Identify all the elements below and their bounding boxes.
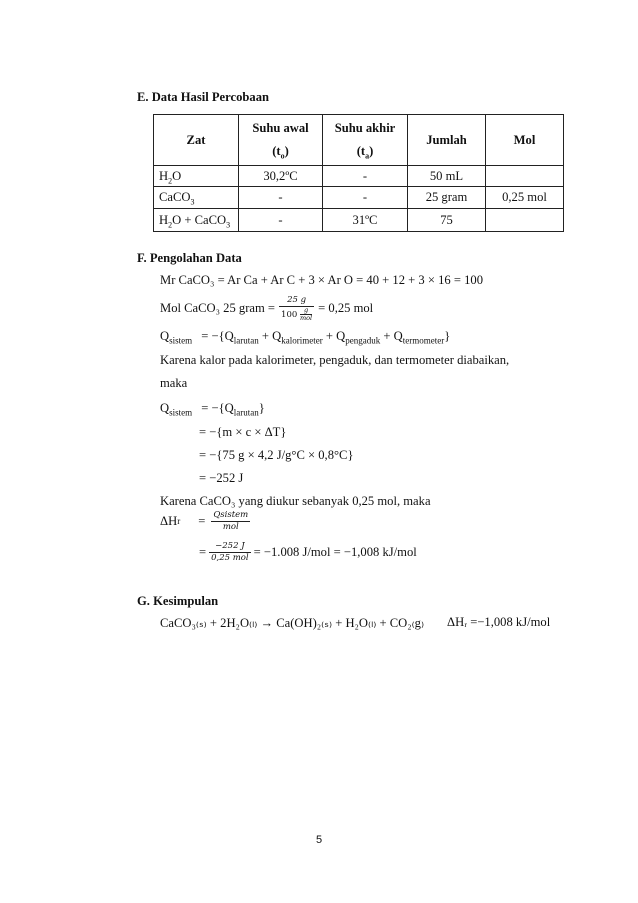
q-term-larutan: larutan (233, 335, 259, 346)
cell-suhu-awal: 30,2ºC (239, 166, 323, 187)
header-suhu-awal-symbol: (t (272, 144, 281, 158)
mol-den-value: 100 (281, 309, 298, 320)
header-suhu-awal-label: Suhu awal (252, 121, 309, 135)
table-row (154, 209, 564, 232)
section-g-heading: G. Kesimpulan (137, 594, 219, 608)
karena-paragraph-line2: maka (160, 376, 188, 390)
cell-zat (154, 209, 239, 232)
header-suhu-awal-close: ) (284, 144, 289, 158)
cell-jumlah: 75 (408, 209, 486, 232)
q-plus: + Q (380, 329, 403, 343)
mol-fraction-numerator: 25 g (279, 295, 314, 307)
mol-prefix: Mol CaCO₃ 25 gram = (160, 300, 276, 315)
karena-paragraph-line1: Karena kalor pada kalorimeter, pengaduk, dan termometer diabaikan, (160, 353, 510, 367)
q-plus: + Q (322, 329, 346, 343)
header-suhu-akhir-symbol: (t (356, 144, 366, 158)
cell-mol: 0,25 mol (486, 187, 564, 209)
section-e-heading: E. Data Hasil Percobaan (137, 90, 270, 104)
mol-den-unit-num: g (300, 307, 312, 315)
q-sub: sistem (169, 407, 193, 418)
delta-h-fraction (211, 510, 250, 533)
cell-zat-text: H (159, 168, 169, 183)
header-suhu-awal (239, 115, 323, 166)
q-plus: + Q (258, 329, 282, 343)
delta-h-equation: ΔH r = $\frac{\text{Qsistem}}{\text{mol}}$ (160, 509, 249, 532)
cell-jumlah: 50 mL (408, 166, 486, 187)
page-number: 5 (316, 834, 323, 846)
karena-mol-line: Karena CaCO₃ yang diukur sebanyak 0,25 mol, maka (160, 494, 431, 508)
q-system-larutan (160, 401, 265, 416)
mr-calculation: Mr CaCO₃ = Ar Ca + Ar C + 3 × Ar O = 40 + 12 + 3 × 16 = 100 (160, 273, 483, 287)
mol-fraction (279, 295, 314, 322)
header-suhu-akhir-close: ) (369, 144, 374, 158)
delta-h-result (199, 537, 417, 567)
step-1: = −{m × c × ΔT} (199, 425, 287, 439)
cell-jumlah: 25 gram (408, 187, 486, 209)
mol-calculation (160, 291, 373, 325)
q-term-termometer: termometer (402, 335, 445, 346)
cell-suhu-awal: - (239, 209, 323, 232)
cell-zat-sub: 2 (168, 176, 173, 186)
cell-zat-sub: 3 (190, 197, 195, 207)
cell-suhu-akhir: - (323, 187, 408, 209)
header-suhu-akhir (323, 115, 408, 166)
cell-zat-sub2: 3 (226, 220, 231, 230)
mol-fraction-denominator (279, 307, 314, 322)
mol-den-unit-den: mol (299, 313, 313, 322)
q-symbol: Q (160, 329, 170, 343)
header-suhu-akhir-sub: a (365, 151, 370, 161)
cell-suhu-awal: - (239, 187, 323, 209)
cell-zat-rest: O (172, 168, 182, 183)
q-symbol: Q (160, 401, 170, 415)
q-term-larutan: larutan (233, 407, 259, 418)
q-eq: = −{Q (201, 401, 234, 415)
delta-h-symbol: ΔH (160, 513, 178, 528)
header-suhu-akhir-label: Suhu akhir (334, 121, 396, 135)
step-2: = −{75 g × 4,2 J/g°C × 0,8°C} (199, 448, 354, 462)
step-3: = −252 J (199, 471, 244, 485)
cell-zat (154, 166, 239, 187)
delta-h-result-value: = −1.008 J/mol = −1,008 kJ/mol (253, 544, 417, 559)
mol-result: = 0,25 mol (318, 300, 374, 315)
header-zat: Zat (154, 115, 239, 166)
header-jumlah: Jumlah (408, 115, 486, 166)
cell-zat-sub: 2 (168, 220, 173, 230)
cell-suhu-akhir: - (323, 166, 408, 187)
q-sub: sistem (169, 335, 193, 346)
section-f-heading: F. Pengolahan Data (137, 251, 242, 265)
delta-h-eq: = (198, 513, 206, 528)
cell-mol (486, 209, 564, 232)
cell-zat-text: CaCO (159, 190, 191, 204)
header-mol: Mol (486, 115, 564, 166)
q-system-equation (160, 329, 450, 344)
q-eq: = −{Q (201, 329, 234, 343)
reaction-enthalpy: ΔHᵣ =−1,008 kJ/mol (447, 615, 551, 629)
q-term-kalorimeter: kalorimeter (281, 335, 323, 346)
q-term-pengaduk: pengaduk (345, 335, 381, 346)
delta-h-numerator: Qsistem (213, 509, 249, 520)
delta-h-denominator: mol (222, 521, 239, 532)
q-close: } (258, 401, 265, 415)
cell-mol (486, 166, 564, 187)
cell-zat-text: H (159, 212, 169, 227)
cell-zat (154, 187, 239, 209)
header-suhu-awal-sub: o (280, 151, 285, 161)
mol-den-unit (300, 307, 312, 322)
cell-zat-rest: O + CaCO (172, 212, 227, 227)
q-close: } (444, 329, 451, 343)
cell-suhu-akhir: 31ºC (323, 209, 408, 232)
table-row (154, 187, 564, 209)
delta-h-result-eq: = (199, 544, 207, 559)
delta-h-result-numerator: −252 J (209, 541, 251, 553)
table-row (154, 166, 564, 187)
table-header-row (154, 115, 564, 166)
delta-h-result-fraction (209, 541, 251, 564)
data-table (153, 114, 564, 232)
reaction-equation: CaCO₃₍ₛ₎ + 2H₂O₍ₗ₎ → Ca(OH)₂₍ₛ₎ + H₂O₍ₗ₎ + CO₂₍g₎ (160, 616, 425, 630)
delta-h-result-denominator: 0,25 mol (211, 552, 249, 563)
